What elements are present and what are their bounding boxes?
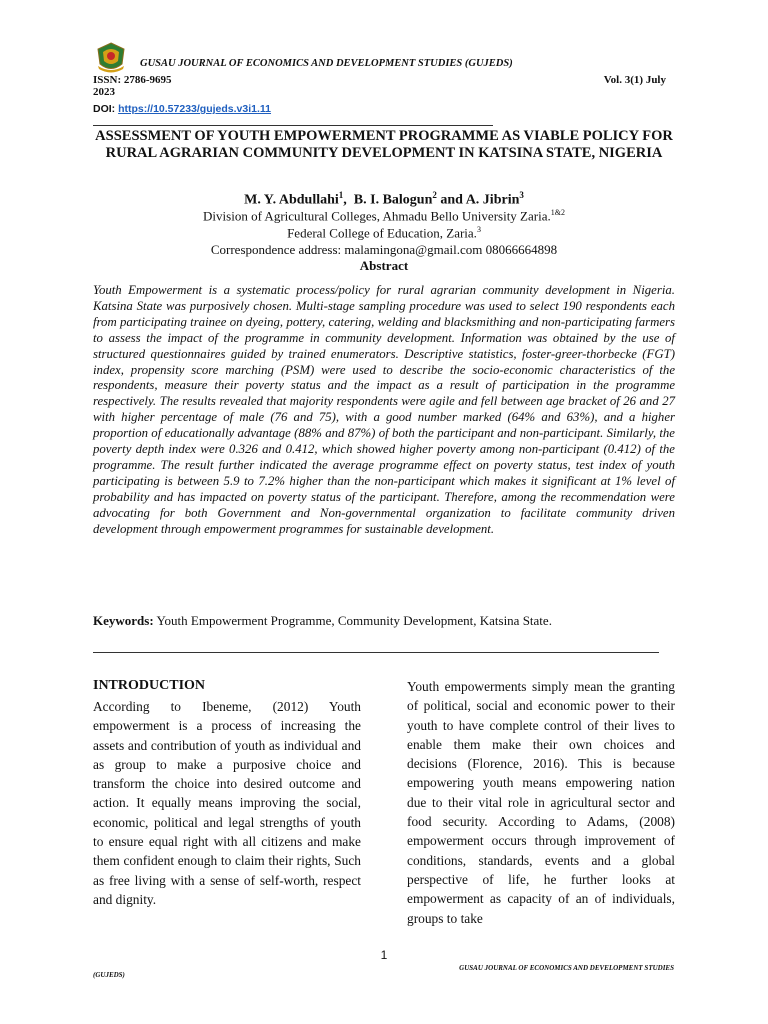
right-column xyxy=(407,677,675,928)
author-3: A. Jibrin xyxy=(465,192,520,208)
affiliation-2 xyxy=(93,225,675,241)
issn: ISSN: 2786-9695 xyxy=(93,74,172,86)
correspondence: Correspondence address: malamingona@gmail.com 08066664898 xyxy=(210,242,558,257)
keywords xyxy=(93,613,675,629)
footer-abbrev: (GUJEDS) xyxy=(93,971,125,979)
journal-title: GUSAU JOURNAL OF ECONOMICS AND DEVELOPMENT STUDIES (GUJEDS) xyxy=(140,58,513,69)
author-2-sup: 2 xyxy=(432,190,437,200)
section-divider xyxy=(93,652,659,653)
header-divider xyxy=(93,125,493,126)
affiliation-1 xyxy=(93,208,675,224)
journal-logo-icon xyxy=(94,40,128,74)
affiliation-1-text: Division of Agricultural Colleges, Ahmadu Bello University Zaria. xyxy=(203,208,551,224)
author-1: M. Y. Abdullahi xyxy=(244,192,339,208)
author-2: B. I. Balogun xyxy=(353,192,433,208)
doi-label: DOI: xyxy=(93,103,116,115)
affiliation-1-sup: 1&2 xyxy=(550,208,565,217)
volume: Vol. 3(1) July xyxy=(603,74,666,86)
keywords-label: Keywords: xyxy=(93,613,154,628)
doi-link[interactable]: https://10.57233/gujeds.v3i1.11 xyxy=(118,103,272,115)
abstract-text: Youth Empowerment is a systematic process/policy for rural agrarian community development in Nigeria. Katsina State was purposively chosen. Multi-stage sampling procedure was used to select 190 respondents each from participating trainee on dyeing, pottery, catering, welding and blacksmithing and non-participating farmers to assess the impact of the programme in community development. Information was obtained by the use of structured questionnaires guided by trained enumerators. Descriptive statistics, foster-greer-thorbecke (FGT) index, propensity score marching (PSM) were used to describe the socio-economic characteristics of the respondents, measure their poverty status and the impact as a result of participation in the programme respectively. The results revealed that majority respondents were agile and fell between age bracket of 26 and 27 with higher percentage of male (76 and 75), with a good number marked (64% and 63%), and a higher proportion of educationally advantage (88% and 87%) of both the participant and non-participant. Similarly, the poverty depth index were 0.326 and 0.412, which showed higher poverty among non-participant (0.412) of the programme. The result further indicated the average programme effect on poverty status, test index of youth participating is between 5.9 to 7.2% higher than the non-participant which makes it significant at 1% level of probability and has impacted on poverty status of the participant. Therefore, among the recommendation were advocating for both Government and Non-governmental organization to facilitate community driven development through empowerment programmes for sustainable development. xyxy=(93,283,675,536)
author-1-sup: 1 xyxy=(338,190,344,200)
author-3-sup: 3 xyxy=(519,190,524,200)
article-title: ASSESSMENT OF YOUTH EMPOWERMENT PROGRAMME AS VIABLE POLICY FOR RURAL AGRARIAN COMMUNITY DEVELOPMENT IN KATSINA STATE, NIGERIA xyxy=(95,128,673,161)
keywords-text: Youth Empowerment Programme, Community Development, Katsina State. xyxy=(156,613,552,628)
author-list: M. Y. Abdullahi$^1$, B. I. Balogun$^2$ and A. Jibrin$^3$ xyxy=(244,190,524,208)
page-number: 1 xyxy=(380,948,388,962)
left-paragraph: According to Ibeneme, (2012) Youth empowerment is a process of increasing the assets and contribution of youth as individual and as group to make a purposive choice and transform the choice into desired outcome and action. It equally means improving the social, economic, political and legal strengths of youth to ensure equal right with all citizens and make them confident enough to claim their rights, Such as free living with a sense of self-worth, respect and dignity. xyxy=(93,699,361,907)
right-paragraph: Youth empowerments simply mean the granting of political, social and economic power to their youth to have complete control of their lives to enable them make their own choices and decisions (Florence, 2016). This is because empowering youth means empowering nation due to their vital role in agricultural sector and food security. According to Adams, (2008) empowerment occurs through improvement of conditions, standards, events and a global perspective of life, he further looks at empowerment as capacity of an of individuals, groups to take xyxy=(407,679,675,926)
footer-journal-name: GUSAU JOURNAL OF ECONOMICS AND DEVELOPMENT STUDIES xyxy=(459,964,674,972)
abstract-heading: Abstract xyxy=(359,258,409,273)
volume-year: 2023 xyxy=(93,86,115,98)
introduction-heading: INTRODUCTION xyxy=(93,678,206,693)
affiliation-2-sup: 3 xyxy=(476,225,481,234)
affiliation-2-text: Federal College of Education, Zaria. xyxy=(287,225,477,241)
left-column xyxy=(93,677,361,909)
doi xyxy=(93,103,271,115)
